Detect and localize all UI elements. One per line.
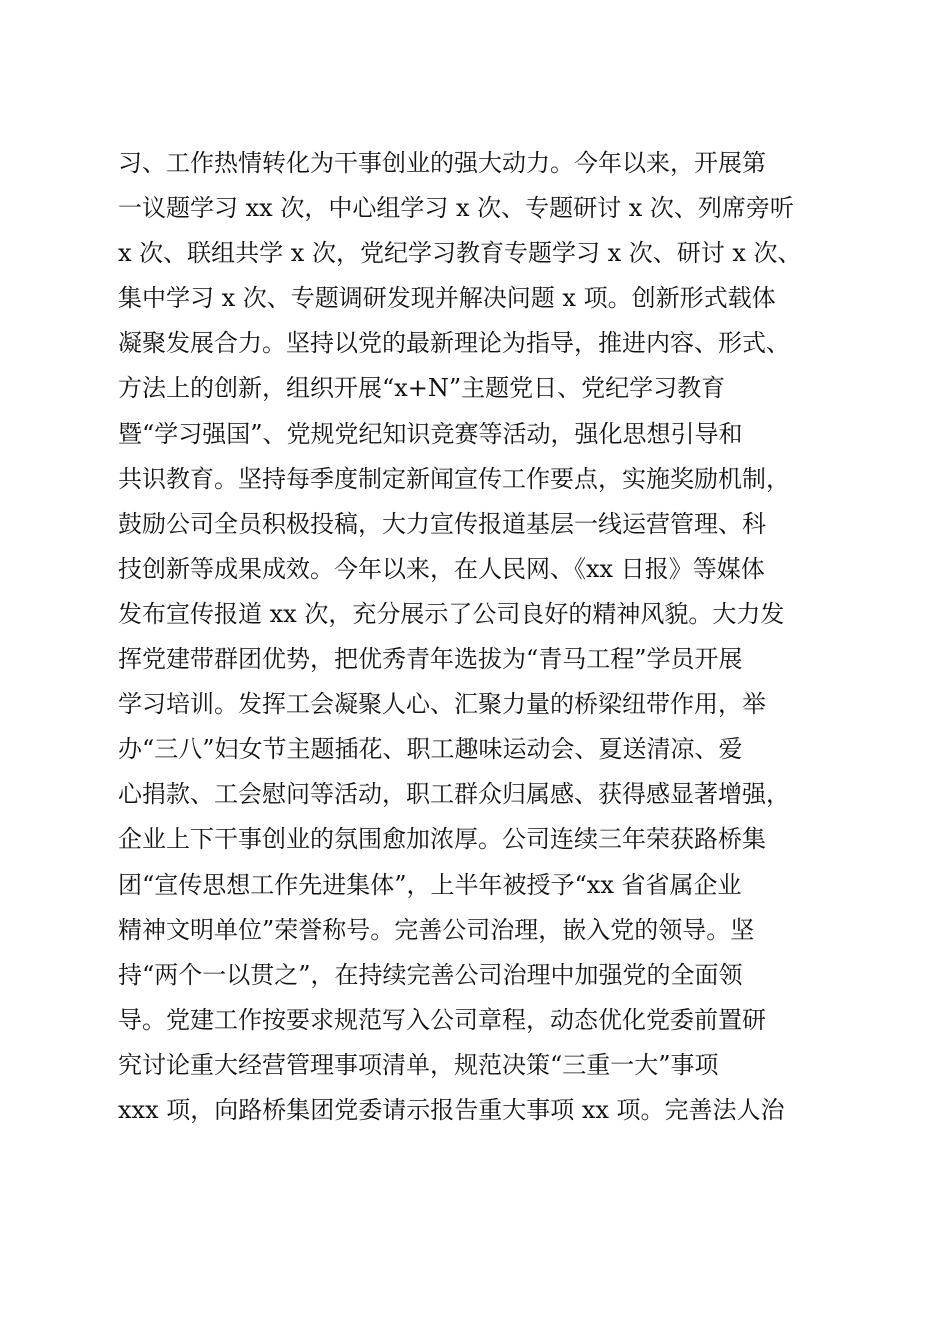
text-line: 技创新等成果成效。今年以来，在人民网、《xx 日报》等媒体 <box>118 554 765 583</box>
text-line: 习、工作热情转化为干事创业的强大动力。今年以来，开展第 <box>118 149 766 177</box>
text-line: 究讨论重大经营管理事项清单，规范决策“三重一大”事项 <box>118 1050 719 1079</box>
text-line: 共识教育。坚持每季度制定新闻宣传工作要点，实施奖励机制， <box>118 464 790 493</box>
text-line: 持“两个一以贯之”，在持续完善公司治理中加强党的全面领 <box>118 960 743 989</box>
text-line: 精神文明单位”荣誉称号。完善公司治理，嵌入党的领导。坚 <box>118 915 755 944</box>
text-line: xxx 项，向路桥集团党委请示报告重大事项 xx 项。完善法人治 <box>118 1095 785 1124</box>
text-line: 方法上的创新，组织开展“x+N”主题党日、党纪学习教育 <box>118 374 726 403</box>
text-line: 发布宣传报道 xx 次，充分展示了公司良好的精神风貌。大力发 <box>118 599 785 628</box>
text-line: 团“宣传思想工作先进集体”，上半年被授予“xx 省省属企业 <box>118 870 742 899</box>
text-line: 企业上下干事创业的氛围愈加浓厚。公司连续三年荣获路桥集 <box>118 825 766 854</box>
text-line: 心捐款、工会慰问等活动，职工群众归属感、获得感显著增强， <box>118 780 790 809</box>
text-line: 集中学习 x 次、专题调研发现并解决问题 x 项。创新形式载体 <box>118 284 776 313</box>
text-line: 导。党建工作按要求规范写入公司章程，动态优化党委前置研 <box>118 1005 766 1034</box>
text-line: 办“三八”妇女节主题插花、职工趣味运动会、夏送清凉、爱 <box>118 735 743 764</box>
text-line: 暨“学习强国”、党规党纪知识竞赛等活动，强化思想引导和 <box>118 419 743 448</box>
text-line: 挥党建带群团优势，把优秀青年选拔为“青马工程”学员开展 <box>118 645 743 674</box>
body-text <box>118 141 838 1133</box>
text-line: x 次、联组共学 x 次，党纪学习教育专题学习 x 次、研讨 x 次、 <box>118 239 802 268</box>
text-line: 一议题学习 xx 次，中心组学习 x 次、专题研讨 x 次、列席旁听 <box>118 194 794 223</box>
text-line: 鼓励公司全员积极投稿，大力宣传报道基层一线运营管理、科 <box>118 509 766 538</box>
text-line: 凝聚发展合力。坚持以党的最新理论为指导，推进内容、形式、 <box>118 329 790 358</box>
text-line: 学习培训。发挥工会凝聚人心、汇聚力量的桥梁纽带作用，举 <box>118 690 766 719</box>
